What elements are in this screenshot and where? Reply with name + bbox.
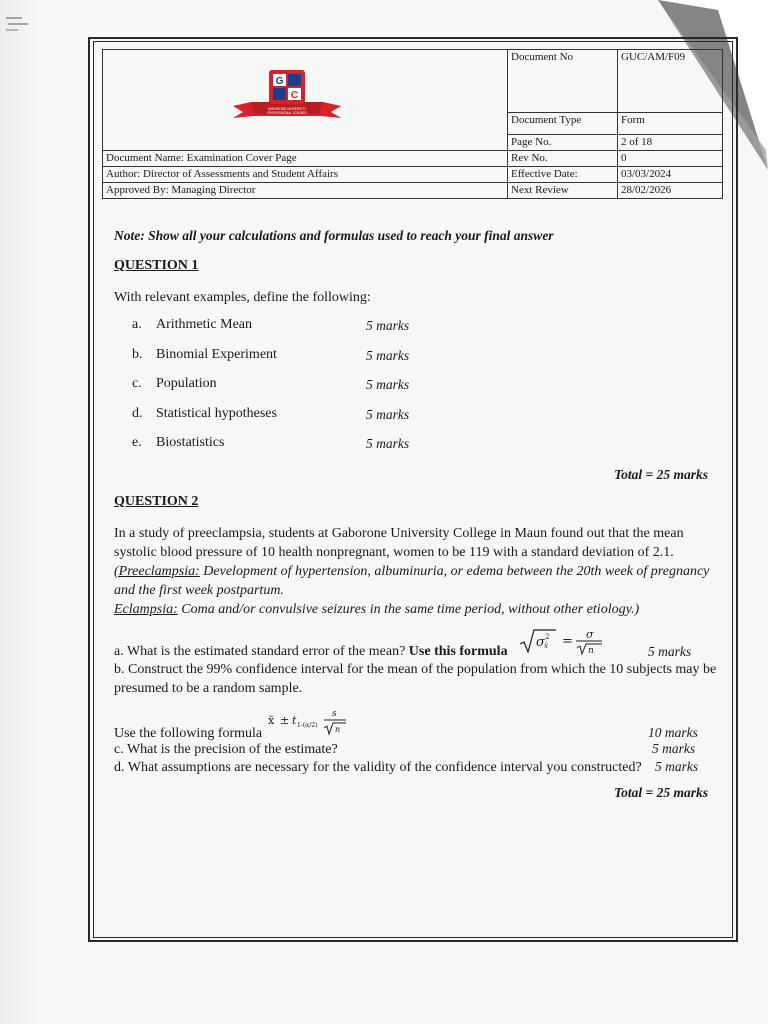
svg-text:2: 2	[545, 633, 550, 641]
q2-part-d-marks: 5 marks	[655, 759, 699, 774]
q2-part-d: d. What assumptions are necessary for the validity of the confidence interval you constructed?	[114, 760, 642, 775]
question-1-total: Total = 25 marks	[614, 467, 708, 482]
svg-text:σ: σ	[536, 635, 545, 650]
rev-no-label: Rev No.	[508, 151, 618, 167]
q1-item-b: b. Binomial Experiment	[132, 347, 277, 362]
svg-text:σ: σ	[586, 628, 594, 641]
svg-text:x̄: x̄	[268, 714, 275, 727]
doc-name: Document Name: Examination Cover Page	[103, 151, 508, 167]
q1-item-a-marks: 5 marks	[366, 318, 410, 333]
doc-no-value: GUC/AM/F09	[618, 50, 723, 113]
q2-line-2: systolic blood pressure of 10 health nonpregnant, women to be 119 with a standard deviation of 2.1.	[114, 545, 674, 560]
q2-part-c-marks: 5 marks	[652, 741, 696, 756]
q1-item-e: e. Biostatistics	[132, 435, 225, 450]
q2-part-c: c. What is the precision of the estimate?	[114, 742, 338, 757]
scan-edge	[0, 0, 40, 1024]
rev-no-value: 0	[618, 151, 723, 167]
svg-text:GABORONE UNIVERSITY: GABORONE UNIVERSITY	[267, 107, 307, 111]
question-2-title: QUESTION 2	[114, 494, 199, 509]
next-review-value: 28/02/2026	[618, 183, 723, 199]
svg-text:n: n	[588, 646, 594, 656]
confidence-interval-formula	[266, 706, 350, 738]
q2-part-b-line-2: presumed to be a random sample.	[114, 681, 303, 696]
svg-text:1-(α/2): 1-(α/2)	[297, 722, 318, 729]
question-1-intro: With relevant examples, define the following:	[114, 290, 371, 305]
svg-text:s: s	[332, 709, 337, 719]
note: Note: Show all your calculations and formulas used to reach your final answer	[114, 228, 554, 243]
page-no-value: 2 of 18	[618, 135, 723, 151]
q2-line-1: In a study of preeclampsia, students at Gaborone University College in Maun found out that the mean	[114, 526, 684, 541]
q2-part-b-marks: 10 marks	[648, 725, 698, 740]
q2-part-a: a. What is the estimated standard error of the mean? Use this formula	[114, 644, 508, 659]
svg-text:n: n	[335, 725, 341, 734]
logo-cell	[103, 50, 508, 151]
svg-text:x̄: x̄	[544, 642, 548, 650]
scan-artifact	[4, 14, 30, 34]
doc-no-label: Document No	[508, 50, 618, 113]
q2-preeclampsia-def: (Preeclampsia: Development of hypertension, albuminuria, or edema between the 20th week of pregnancy	[114, 564, 710, 579]
q1-item-d: d. Statistical hypotheses	[132, 406, 277, 421]
approved-by: Approved By: Managing Director	[103, 183, 508, 199]
svg-text:PROFESSIONAL STUDIES: PROFESSIONAL STUDIES	[267, 111, 307, 115]
question-2-total: Total = 25 marks	[614, 785, 708, 800]
svg-text:±: ±	[280, 714, 290, 727]
doc-type-label: Document Type	[508, 113, 618, 135]
q1-item-c: c. Population	[132, 376, 217, 391]
q2-part-a-marks: 5 marks	[648, 644, 692, 659]
author: Author: Director of Assessments and Student Affairs	[103, 167, 508, 183]
q2-preeclampsia-def-2: and the first week postpartum.	[114, 583, 284, 598]
effective-date-value: 03/03/2024	[618, 167, 723, 183]
q1-item-d-marks: 5 marks	[366, 407, 410, 422]
q1-item-a: a. Arithmetic Mean	[132, 317, 253, 332]
doc-type-value: Form	[618, 113, 723, 135]
document-header-table	[102, 49, 723, 199]
question-1-title: QUESTION 1	[114, 258, 199, 273]
college-logo	[231, 68, 343, 132]
svg-text:C: C	[290, 90, 299, 101]
q2-part-b-line-1: b. Construct the 99% confidence interval for the mean of the population from which the 10 subjects may be	[114, 662, 717, 677]
svg-text:t: t	[292, 714, 297, 727]
next-review-label: Next Review	[508, 183, 618, 199]
q1-item-b-marks: 5 marks	[366, 348, 410, 363]
q2-part-b-use-formula: Use the following formula	[114, 726, 263, 741]
svg-text:G: G	[275, 76, 284, 87]
q1-item-c-marks: 5 marks	[366, 377, 410, 392]
q2-eclampsia-def: Eclampsia: Coma and/or convulsive seizures in the same time period, without other etiology.)	[114, 602, 640, 617]
standard-error-formula	[518, 626, 604, 656]
q1-item-e-marks: 5 marks	[366, 436, 410, 451]
svg-text:=: =	[562, 634, 573, 649]
page-no-label: Page No.	[508, 135, 618, 151]
effective-date-label: Effective Date:	[508, 167, 618, 183]
